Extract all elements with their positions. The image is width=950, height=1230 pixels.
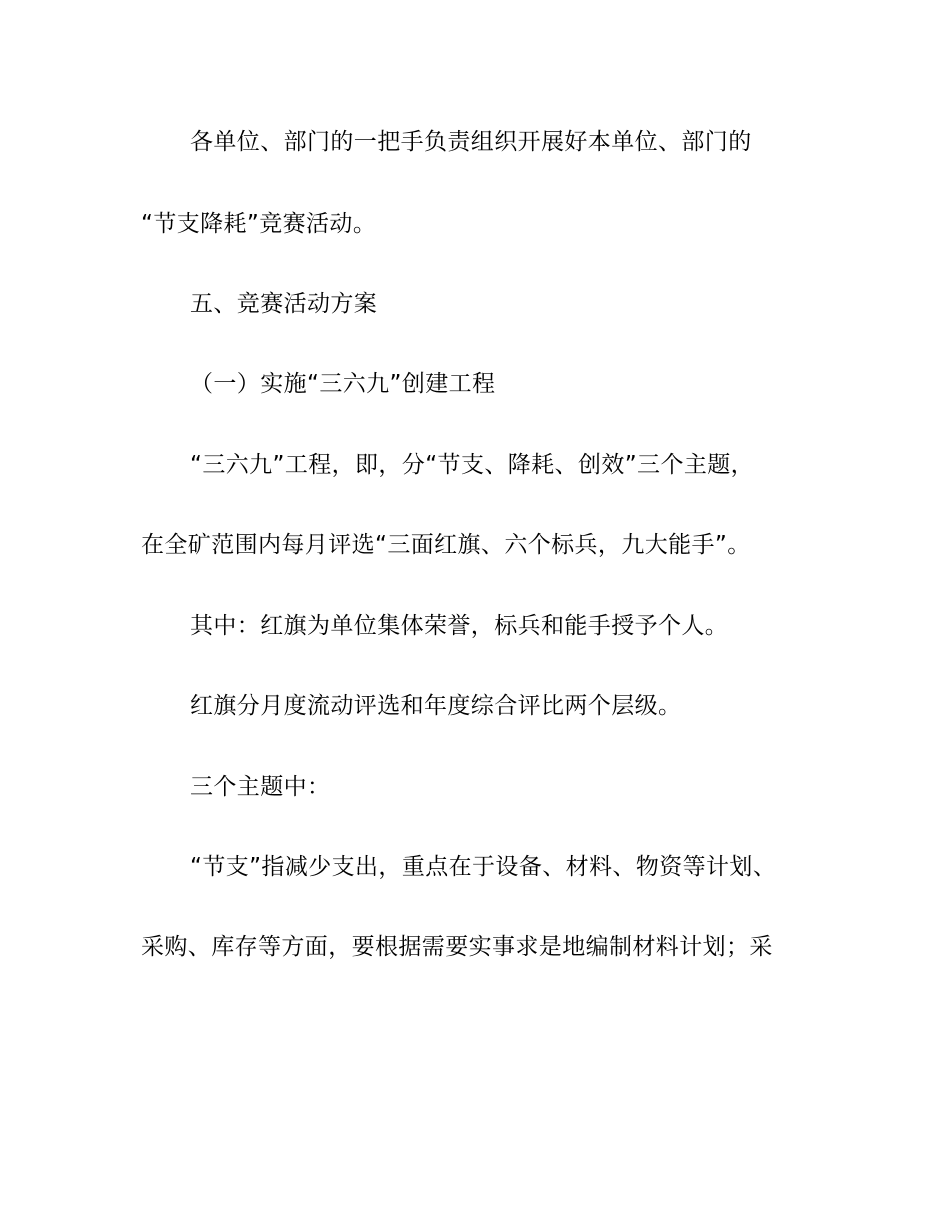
paragraph-line: 其中：红旗为单位集体荣誉，标兵和能手授予个人。 — [190, 613, 729, 639]
paragraph-line: 采购、库存等方面，要根据需要实事求是地编制材料计划；采 — [141, 934, 773, 960]
paragraph-line: 在全矿范围内每月评选“三面红旗、六个标兵，九大能手”。 — [141, 532, 751, 558]
paragraph-line: 红旗分月度流动评选和年度综合评比两个层级。 — [190, 693, 682, 719]
paragraph-line: “节支降耗”竞赛活动。 — [141, 211, 377, 237]
paragraph-line: 三个主题中： — [190, 774, 331, 800]
section-heading: 五、竞赛活动方案 — [190, 291, 378, 317]
subsection-heading: （一）实施“三六九”创建工程 — [190, 371, 496, 397]
paragraph-line: “三六九”工程，即，分“节支、降耗、创效”三个主题， — [190, 452, 755, 478]
paragraph-line: 各单位、部门的一把手负责组织开展好本单位、部门的 — [190, 129, 752, 155]
paragraph-line: “节支”指减少支出，重点在于设备、材料、物资等计划、 — [190, 854, 777, 880]
